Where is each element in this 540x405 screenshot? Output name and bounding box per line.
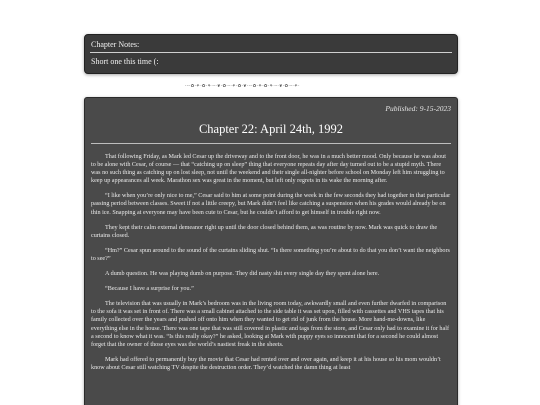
published-date: Published: 9-15-2023 bbox=[385, 104, 451, 113]
decorative-separator: ·–·✿·⚘·✿·⚘·–·❦·✿·–·⚘·✿·❦·–·✿·⚘·✿·⚘·–·❦·✿·–·⚘· bbox=[185, 84, 300, 89]
story-paragraph: Mark had offered to permanently buy the movie that Cesar had rented over and over again, and keep it at his house so his mom wouldn’t know about Cesar still watching TV despite the destruction order. They’d watched the damn thing at least bbox=[91, 356, 441, 371]
chapter-notes-title: Chapter Notes: bbox=[91, 40, 140, 49]
story-paragraph: The television that was usually in Mark’s bedroom was in the living room today, awkwardly small and even further dwarfed in comparison to the sofa it was set in front of. There was a small cabinet attached to the side table it was set upon, filled with cassettes and VHS tapes that his family collected over the years and pushed off onto him when they wanted to get rid of junk from the house. More hand-me-downs, like everything else in the house. There was one tape that was still covered in plastic and tags from the store, and Cesar only had to examine it for half a second to know what it was. “Is this really okay?” he asked, looking at Mark with puppy eyes so innocent that for a second he could almost forget that the owner of those eyes was the world’s nastiest freak in the sheets. bbox=[91, 301, 449, 348]
story-paragraph: That following Friday, as Mark led Cesar up the driveway and to the front door, he was in a much better mood. Only because he was about to be alone with Cesar, of course — that “catching up on sleep” thing that everyone repeats day after day turned out to be a stupid myth. There was no such thing as catching up on lost sleep, not until the weekend and their single all-nighter before school on Monday left him struggling to keep up appearances all week. Marathon sex was great in the moment, but left only regrets in its wake the morning after. bbox=[91, 154, 446, 185]
story-text bbox=[91, 153, 451, 405]
title-divider bbox=[91, 143, 451, 144]
story-paragraph: “Because I have a surprise for you.” bbox=[105, 286, 194, 293]
chapter-title: Chapter 22: April 24th, 1992 bbox=[198, 122, 344, 136]
chapter-content-box bbox=[84, 97, 458, 405]
story-paragraph: “I like when you’re only nice to me,” Cesar said to him at some point during the week in the few seconds they had together in that particular passing period between classes. Sweet if not a little creepy, but Mark didn’t feel like catching a suspension when his grades would already be on thin ice. Snapping at everyone may have been cute to Cesar, but he couldn’t afford to get himself in trouble right now. bbox=[91, 193, 451, 216]
chapter-notes-box bbox=[84, 34, 458, 74]
chapter-notes-body: Short one this time (: bbox=[91, 57, 159, 66]
notes-divider bbox=[90, 52, 452, 53]
story-paragraph: “Hm?” Cesar spun around to the sound of the curtains sliding shut. “Is there something you’re about to do that you don’t want the neighbors to see?” bbox=[91, 247, 450, 262]
story-paragraph: A dumb question. He was playing dumb on purpose. They did nasty shit every single day they spent alone here. bbox=[105, 271, 380, 278]
story-paragraph: They kept their calm external demeanor right up until the door closed behind them, as was routine by now. Mark was quick to draw the curtains closed. bbox=[91, 224, 438, 239]
